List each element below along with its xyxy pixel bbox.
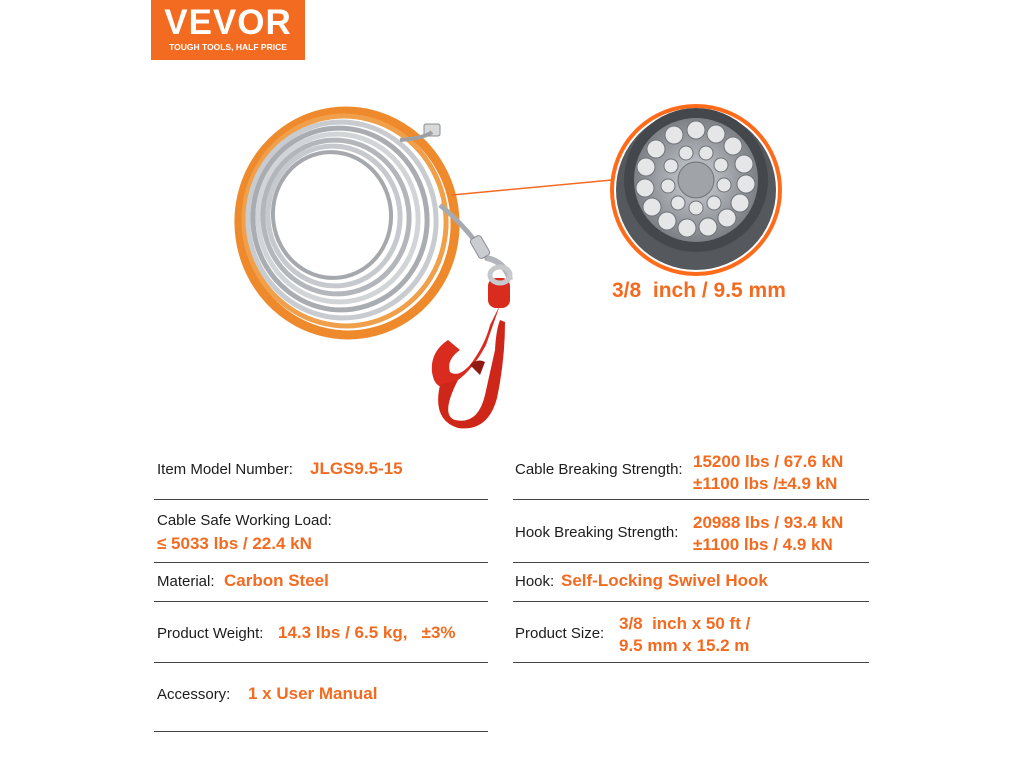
size-value-metric: 9.5 mm x 15.2 m bbox=[619, 636, 750, 655]
cable-cross-section bbox=[612, 106, 780, 274]
divider bbox=[154, 499, 488, 500]
hook-breaking-tolerance: ±1100 lbs / 4.9 kN bbox=[693, 535, 833, 554]
cable-breaking-tolerance: ±1100 lbs /±4.9 kN bbox=[693, 474, 838, 493]
model-label: Item Model Number: bbox=[157, 461, 293, 478]
divider bbox=[154, 562, 488, 563]
divider bbox=[154, 731, 488, 732]
cable-breaking-value: 15200 lbs / 67.6 kN bbox=[693, 452, 844, 471]
accessory-value: 1 x User Manual bbox=[248, 684, 378, 703]
size-value-imperial: 3/8 inch x 50 ft / bbox=[619, 614, 751, 633]
cable-breaking-label: Cable Breaking Strength: bbox=[515, 461, 683, 478]
safe-load-value: ≤ 5033 lbs / 22.4 kN bbox=[157, 534, 312, 553]
hook-value: Self-Locking Swivel Hook bbox=[561, 571, 768, 590]
hook-breaking-label: Hook Breaking Strength: bbox=[515, 524, 679, 541]
weight-label: Product Weight: bbox=[157, 625, 264, 642]
material-value: Carbon Steel bbox=[224, 571, 329, 590]
accessory-label: Accessory: bbox=[157, 686, 231, 703]
material-label: Material: bbox=[157, 573, 215, 590]
brand-name: VEVOR bbox=[164, 3, 292, 42]
swivel-hook bbox=[432, 267, 510, 428]
callout-line bbox=[452, 180, 612, 195]
size-label: Product Size: bbox=[515, 625, 605, 642]
divider bbox=[513, 662, 869, 663]
weight-value: 14.3 lbs / 6.5 kg, ±3% bbox=[278, 623, 456, 642]
hook-label: Hook: bbox=[515, 573, 555, 590]
divider bbox=[513, 562, 869, 563]
divider bbox=[513, 601, 869, 602]
hook-breaking-value: 20988 lbs / 93.4 kN bbox=[693, 513, 844, 532]
divider bbox=[513, 499, 869, 500]
safe-load-label: Cable Safe Working Load: bbox=[157, 512, 332, 529]
cable-diameter-label: 3/8 inch / 9.5 mm bbox=[612, 279, 786, 302]
divider bbox=[154, 662, 488, 663]
brand-tagline: TOUGH TOOLS, HALF PRICE bbox=[169, 42, 287, 52]
divider bbox=[154, 601, 488, 602]
model-value: JLGS9.5-15 bbox=[310, 459, 403, 478]
